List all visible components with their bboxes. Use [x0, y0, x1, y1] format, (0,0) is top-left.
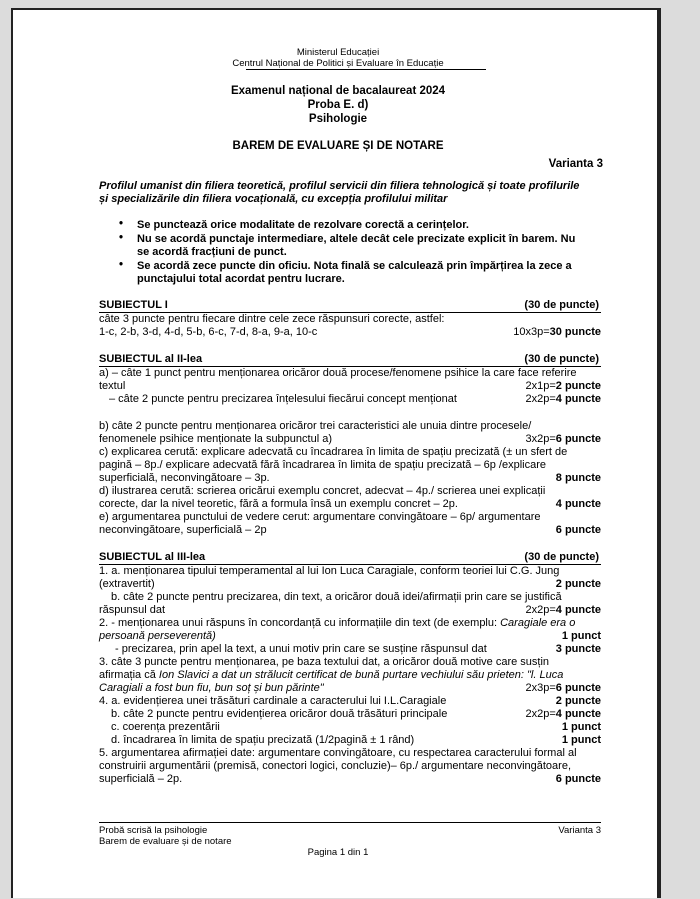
s1-points: (30 de puncte): [524, 299, 599, 311]
rule-1-line-1: Se punctează orice modalitate de rezolvare corectă a cerințelor.: [137, 219, 469, 231]
rule-3-line-1: Se acordă zece puncte din oficiu. Nota finală se calculează prin împărțirea la zece a: [137, 260, 572, 272]
header-divider: [246, 69, 486, 70]
s2-b-line-1: b) câte 2 puncte pentru menționarea oricăror trei caracteristici ale unuia dintre procesele/: [99, 420, 532, 432]
barem-title: BAREM DE EVALUARE ȘI DE NOTARE: [232, 140, 444, 152]
s2-a-line-2: textul: [99, 380, 126, 392]
s1-line-1: câte 3 puncte pentru fiecare dintre cele zece răspunsuri corecte, astfel:: [99, 313, 445, 325]
profile-line-1: Profilul umanist din filiera teoretică, profilul servicii din filiera tehnologică și toate profilurile: [99, 180, 580, 192]
bullet-icon: •: [119, 259, 124, 271]
s2-d-line-2: corecte, dar la nivel teoretic, fără a formula însă un exemplu concret – 2p.: [99, 498, 458, 510]
profile-line-2: și specializările din filiera vocațională, cu excepția profilului militar: [99, 193, 448, 205]
bullet-icon: •: [119, 218, 124, 230]
s3-score-2a: 1 punct: [561, 630, 601, 642]
s3-score-5: 6 puncte: [555, 773, 601, 785]
s3-line-7: - precizarea, prin apel la text, a unui motiv prin care se susține răspunsul dat: [115, 643, 487, 655]
s3-line-4: răspunsul dat: [99, 604, 166, 616]
s2-title: SUBIECTUL al II-lea: [99, 353, 203, 365]
document-page: [11, 8, 661, 898]
s2-b-line-2: fenomenele psihice menționate la subpunctul a): [99, 433, 332, 445]
s3-score-3: 2x3p=6 puncte: [525, 682, 601, 694]
varianta-label: Varianta 3: [548, 158, 603, 170]
s3-line-8: 3. câte 3 puncte pentru menționarea, pe baza textului dat, a oricăror două motive care susțin: [99, 656, 550, 668]
s3-score-4c: 1 punct: [561, 721, 601, 733]
rule-3-line-2: punctajului total acordat pentru lucrare.: [137, 273, 345, 285]
s2-e-line-1: e) argumentarea punctului de vedere cerut: argumentare convingătoare – 6p/ argumentare: [99, 511, 541, 523]
subject-title: Psihologie: [308, 113, 368, 125]
s3-line-13: c. coerența prezentării: [111, 721, 220, 733]
s3-line-11: 4. a. evidențierea unei trăsături cardinale a caracterului lui I.L.Caragiale: [99, 695, 447, 707]
s3-line-10: Caragiali a fost bun fiu, bun soț și bun părinte": [99, 682, 324, 694]
s3-score-4b: 2x2p=4 puncte: [525, 708, 601, 720]
s2-c-score: 8 puncte: [555, 472, 601, 484]
s2-a-score-1: 2x1p=2 puncte: [525, 380, 601, 392]
bullet-icon: •: [119, 232, 124, 244]
s2-a-line-1: a) – câte 1 punct pentru menționarea oricăror două procese/fenomene psihice la care face referire: [99, 367, 577, 379]
s3-score-4a: 2 puncte: [555, 695, 601, 707]
s3-score-2b: 3 puncte: [555, 643, 601, 655]
s1-line-2: 1-c, 2-b, 3-d, 4-d, 5-b, 6-c, 7-d, 8-a, 9-a, 10-c: [99, 326, 318, 338]
s3-line-16: construirii argumentării (premisă, conectori logici, concluzie)– 6p./ argumentare neconvingătoare,: [99, 760, 572, 772]
s3-line-14: d. încadrarea în limita de spațiu precizată (1/2pagină ± 1 rând): [111, 734, 415, 746]
rule-2-line-1: Nu se acordă punctaje intermediare, altele decât cele precizate explicit în barem. Nu: [137, 233, 576, 245]
s2-c-line-1: c) explicarea cerută: explicare adecvată cu încadrarea în limita de spațiu precizată (± un sfert de: [99, 446, 568, 458]
rule-2-line-2: se acordă fracțiuni de punct.: [137, 246, 287, 258]
s2-e-score: 6 puncte: [555, 524, 601, 536]
s2-a-line-3: – câte 2 puncte pentru precizarea înțelesului fiecărui concept menționat: [109, 393, 457, 405]
s2-a-score-2: 2x2p=4 puncte: [525, 393, 601, 405]
s3-line-9: afirmația că Ion Slavici a dat un strălucit certificat de bună purtare vechiului său prieten: "l. Luca: [99, 669, 564, 681]
s3-line-5: 2. - menționarea unui răspuns în concordanță cu informațiile din text (de exemplu: Caragiale era o: [99, 617, 576, 629]
footer-varianta: Varianta 3: [558, 825, 601, 836]
footer-left-2: Barem de evaluare și de notare: [99, 836, 232, 847]
s3-points: (30 de puncte): [524, 551, 599, 563]
s2-d-line-1: d) ilustrarea cerută: scrierea oricărui exemplu concret, adecvat – 4p./ scrierea unei explicații: [99, 485, 546, 497]
s3-line-1: 1. a. menționarea tipului temperamental al lui Ion Luca Caragiale, conform teoriei lui C.G. Jung: [99, 565, 560, 577]
s3-title: SUBIECTUL al III-lea: [99, 551, 206, 563]
s3-line-17: superficială – 2p.: [99, 773, 183, 785]
s2-e-line-2: neconvingătoare, superficială – 2p: [99, 524, 267, 536]
s3-line-2: (extravertit): [99, 578, 155, 590]
s3-score-1a: 2 puncte: [555, 578, 601, 590]
s2-c-line-2: pagină – 8p./ explicare adecvată fără încadrarea în limita de spațiu precizată – 6p /explicare: [99, 459, 546, 471]
ministry-name: Ministerul Educației: [296, 47, 380, 58]
s1-score: 10x3p=30 puncte: [513, 326, 601, 338]
s3-line-12: b. câte 2 puncte pentru evidențierea oricăror două trăsături principale: [111, 708, 448, 720]
center-name: Centrul Național de Politici și Evaluare în Educație: [232, 58, 444, 69]
page-number: Pagina 1 din 1: [307, 847, 369, 858]
exam-title: Examenul național de bacalaureat 2024: [230, 85, 446, 97]
s2-c-line-3: superficială, neconvingătoare – 3p.: [99, 472, 270, 484]
s2-b-score: 3x2p=6 puncte: [525, 433, 601, 445]
s3-line-3: b. câte 2 puncte pentru precizarea, din text, a oricăror două idei/afirmații prin care se justifică: [111, 591, 562, 603]
proba-title: Proba E. d): [307, 99, 369, 111]
s2-points: (30 de puncte): [524, 353, 599, 365]
s3-line-15: 5. argumentarea afirmației date: argumentare convingătoare, cu respectarea caracterului formal al: [99, 747, 577, 759]
s1-title: SUBIECTUL I: [99, 299, 168, 311]
footer-divider: [99, 822, 601, 823]
s3-score-1b: 2x2p=4 puncte: [525, 604, 601, 616]
footer-left-1: Probă scrisă la psihologie: [99, 825, 208, 836]
s3-score-4d: 1 punct: [561, 734, 601, 746]
s2-d-score: 4 puncte: [555, 498, 601, 510]
s3-line-6: persoană perseverentă): [99, 630, 216, 642]
